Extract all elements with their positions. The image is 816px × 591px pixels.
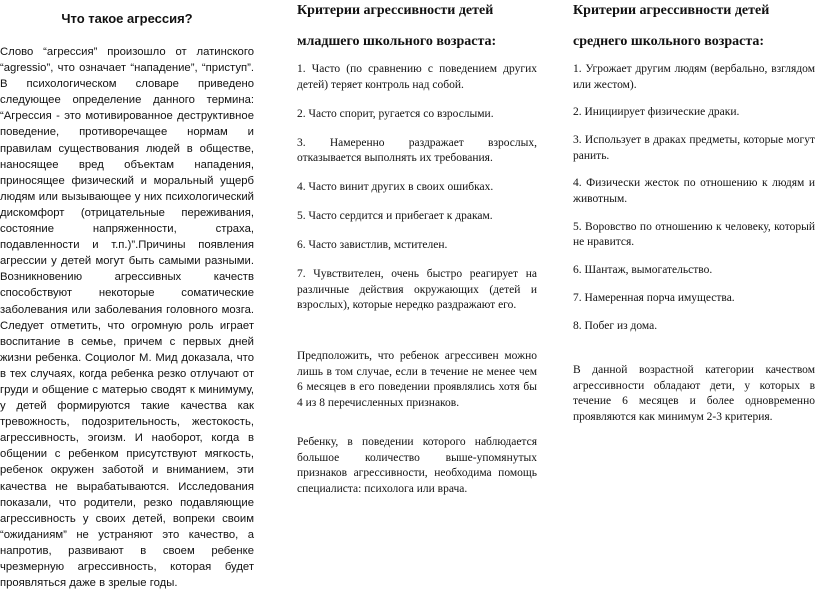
junior-note-diagnosis: Предположить, что ребенок агрессивен можно лишь в том случае, если в течение не менее чем 6 месяцев в его поведении проявлялись хотя бы 4 из 8 перечисленных признаков. — [297, 350, 537, 409]
intro-body: Слово “агрессия” произошло от латинского “agressio”, что означает “нападение”, “приступ”. В психологическом словаре приведено следующее определение данного термина: “Агрессия - это мотивированное деструктивное поведение, противоречащее нормам и правилам существования людей в обществе, наносящее вред объектам нападения, приносящее физический и моральный ущерб людям или вызывающее у них психологический дискомфорт (отрицательные переживания, состояние напряженности, страха, подавленности и т.п.)”.Причины появления агрессии у детей могут быть самыми разными. Возникновению агрессивных качеств способствуют некоторые соматические заболевания или заболевания головного мозга. Следует отметить, что огромную роль играет воспитание в семье, причем с первых дней жизни ребенка. Социолог М. Мид доказала, что в тех случаях, когда ребенка резко отлучают от груди и общение с матерью сводят к минимуму, у детей формируются такие качества как тревожность, подозрительность, жестокость, агрессивность, эгоизм. И наоборот, когда в общении с ребенком присутствуют мягкость, ребенок окружен заботой и вниманием, эти качества не вырабатываются. Исследования показали, что родители, резко подавляющие агрессивность у своих детей, вопреки своим “ожиданиям” не устраняют это качество, а напротив, развивают в своем ребенке чрезмерную агрессивность, которая будет проявляться даже в зрелые годы. — [0, 46, 254, 590]
junior-criterion-1: 1. Часто (по сравнению с поведением других детей) теряет контроль над собой. — [297, 63, 537, 91]
middle-criterion-2: 2. Инициирует физические драки. — [573, 106, 740, 119]
middle-criterion-6: 6. Шантаж, вымогательство. — [573, 263, 713, 276]
junior-criterion-4: 4. Часто винит других в своих ошибках. — [297, 181, 494, 193]
middle-criterion-7: 7. Намеренная порча имущества. — [573, 291, 735, 304]
junior-criterion-6: 6. Часто завистлив, мстителен. — [297, 239, 448, 251]
intro-title: Что такое агрессия? — [61, 11, 193, 26]
middle-criterion-8: 8. Побег из дома. — [573, 319, 658, 332]
junior-criterion-5: 5. Часто сердится и прибегает к дракам. — [297, 210, 493, 222]
junior-heading-line2: младшего школьного возраста: — [297, 34, 497, 49]
middle-criterion-5: 5. Воровство по отношению к человеку, который не нравится. — [573, 220, 815, 249]
middle-criteria-list — [573, 62, 815, 346]
junior-criteria-list — [297, 62, 537, 327]
junior-criterion-3: 3. Намеренно раздражает взрослых, отказывается выполнять их требования. — [297, 136, 537, 164]
middle-note: В данной возрастной категории качеством агрессивности обладают дети, у которых в течение 6 месяцев и более одновременно проявляются как минимум 2-3 критерия. — [573, 364, 815, 423]
middle-heading-line2: среднего школьного возраста: — [573, 34, 765, 49]
junior-criterion-2: 2. Часто спорит, ругается со взрослыми. — [297, 107, 494, 120]
middle-criterion-3: 3. Использует в драках предметы, которые могут ранить. — [573, 134, 815, 162]
middle-heading-line1: Критерии агрессивности детей — [573, 3, 770, 18]
junior-note-specialist: Ребенку, в поведении которого наблюдается большое количество выше-упомянутых признаков агрессивности, необходима помощь специалиста: психолога или врача. — [297, 436, 537, 495]
middle-criterion-1: 1. Угрожает другим людям (вербально, взглядом или жестом). — [573, 63, 815, 91]
junior-heading-line1: Критерии агрессивности детей — [297, 3, 494, 18]
middle-criterion-4: 4. Физически жесток по отношению к людям и животным. — [573, 177, 815, 205]
junior-criterion-7: 7. Чувствителен, очень быстро реагирует на различные действия окружающих (детей и взрослых), которые нередко раздражают его. — [297, 268, 537, 311]
